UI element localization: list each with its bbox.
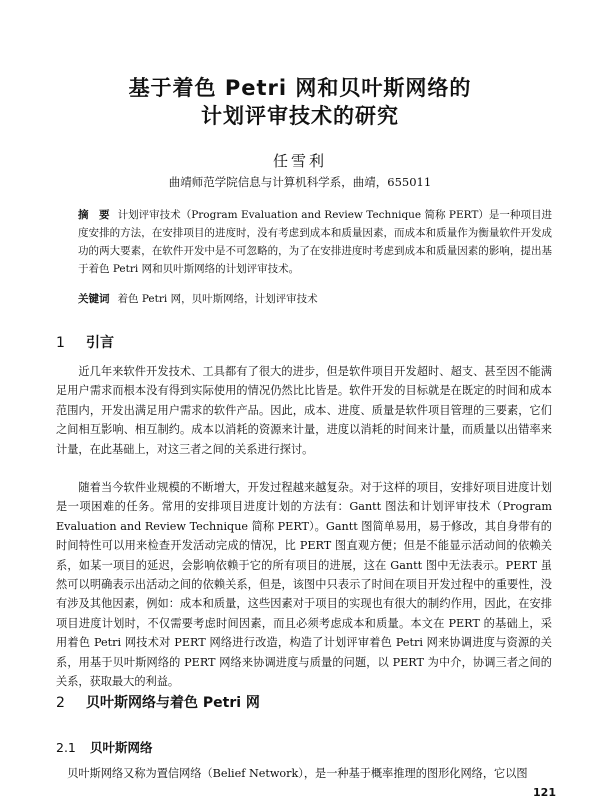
keywords-label: 关键词: [78, 293, 110, 305]
section-2-1-title: 贝叶斯网络: [90, 740, 153, 755]
section-1-paragraph-1: 近几年来软件开发技术、工具都有了很大的进步，但是软件项目开发超时、超支、甚至因不能满足用户需求而根本没有得到实际使用的情况仍然比比皆是。软件开发的目标就是在既定的时间和成本范围内，开发出满足用户需求的软件产品。因此，成本、进度、质量是软件项目管理的三要素，它们之间相互影响、相互制约。成本以消耗的资源来计量，进度以消耗的时间来计量，而质量以出错率来计量，在此基础上，对这三者之间的关系进行探讨。: [56, 365, 552, 456]
section-1-heading: [56, 334, 114, 352]
section-2-heading: [56, 694, 260, 712]
section-1-paragraph-2: 随着当今软件业规模的不断增大，开发过程越来越复杂。对于这样的项目，安排好项目进度计划是一项困难的任务。常用的安排项目进度计划的方法有：Gantt 图法和计划评审技术（Program Evaluation and Review Technique 简称 PERT）。Gantt 图简单易用，易于修改，其自身带有的时间特性可以用来检查开发活动完成的情况，比 PERT 图直观方便；但是不能显示活动间的依赖关系，如某一项目的延迟，会影响依赖于它的所有项目的进展，这在 Gantt 图中无法表示。PERT 虽然可以明确表示出活动之间的依赖关系，但是，该图中只表示了时间在项目开发过程中的重要性，没有涉及其他因素，例如：成本和质量，这些因素对于项目的实现也有很大的制约作用，因此，在安排项目进度计划时，不仅需要考虑时间因素，而且必须考虑成本和质量。本文在 PERT 的基础上，采用着色 Petri 网技术对 PERT 网络进行改造，构造了计划评审着色 Petri 网来协调进度与资源的关系，用基于贝叶斯网络的 PERT 网络来协调进度与质量的问题，以 PERT 为中介，协调三者之间的关系，获取最大的利益。: [56, 481, 552, 689]
paper-title: [60, 74, 540, 130]
author-affiliation: 曲靖师范学院信息与计算机科学系，曲靖，655011: [168, 175, 432, 189]
title-line-1: 基于着色 Petri 网和贝叶斯网络的: [128, 76, 472, 100]
section-1-number: 1: [56, 335, 65, 351]
abstract: [78, 206, 552, 278]
section-2-title: 贝叶斯网络与着色 Petri 网: [86, 695, 260, 711]
section-2-1-paragraph: 贝叶斯网络又称为置信网络（Belief Network），是一种基于概率推理的图形化网络，它以图: [67, 767, 528, 780]
keywords-text: 着色 Petri 网，贝叶斯网络，计划评审技术: [117, 293, 318, 305]
abstract-label: 摘 要: [78, 209, 110, 221]
abstract-text: 计划评审技术（Program Evaluation and Review Technique 简称 PERT）是一种项目进度安排的方法，在安排项目的进度时，没有考虑到成本和质量因素，而成本和质量作为衡量软件开发成功的两大要素，在软件开发中是不可忽略的，为了在安排进度时考虑到成本和质量因素的影响，提出基于着色 Petri 网和贝叶斯网络的计划评审技术。: [78, 209, 553, 275]
author-name: 任雪利: [272, 152, 327, 170]
title-line-2: 计划评审技术的研究: [201, 104, 399, 128]
page-number: 121: [533, 786, 556, 799]
section-2-number: 2: [56, 695, 65, 711]
keywords: [78, 291, 552, 307]
section-2-1-heading: [56, 740, 153, 756]
section-2-1-number: 2.1: [56, 740, 76, 755]
section-1-title: 引言: [86, 335, 114, 351]
